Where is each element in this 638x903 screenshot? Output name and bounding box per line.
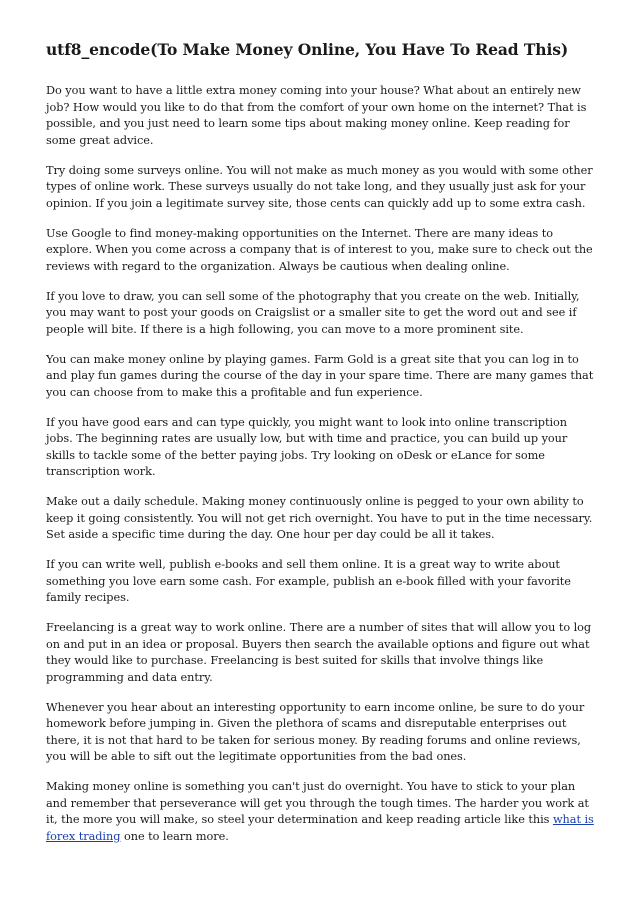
document-title: utf8_encode(To Make Money Online, You Have To Read This) [46,40,569,59]
paragraph-transcription: If you have good ears and can type quickly, you might want to look into online transcription jobs. The beginning rates are usually low, but with time and practice, you can build up your skills to tackle some of the better paying jobs. Try looking on oDesk or eLance for some transcription work. [46,415,568,478]
paragraph-draw: If you love to draw, you can sell some of the photography that you create on the web. Initially, you may want to post your goods on Craigslist or a smaller site to get the word out and see if people will bite. If there is a high following, you can move to a more prominent site. [46,289,580,336]
paragraph-homework: Whenever you hear about an interesting opportunity to earn income online, be sure to do your homework before jumping in. Given the plethora of scams and disreputable enterprises out there, it is not that hard to be taken for serious money. By reading forums and online reviews, you will be able to sift out the legitimate opportunities from the bad ones. [46,700,585,763]
paragraph-schedule: Make out a daily schedule. Making money continuously online is pegged to your own ability to keep it going consistently. You will not get rich overnight. You have to put in the time necessary. Set aside a specific time during the day. One hour per day could be all it takes. [46,495,593,541]
paragraph-games: You can make money online by playing games. Farm Gold is a great site that you can log in to and play fun games during the course of the day in your spare time. There are many games that you can choose from to make this a profitable and fun experience. [46,352,594,399]
paragraph-intro: Do you want to have a little extra money coming into your house? What about an entirely new job? How would you like to do that from the comfort of your own home on the internet? That is possible, and you just need to learn some tips about making money online. Keep reading for some great advice. [46,84,587,147]
document-page [46,40,596,859]
conclusion-text-before: Making money online is something you can't just do overnight. You have to stick to your plan and remember that perseverance will get you through the tough times. The harder you work at it, the more you will make, so steel your determination and keep reading article like this [46,780,589,826]
paragraph-google: Use Google to find money-making opportunities on the Internet. There are many ideas to explore. When you come across a company that is of interest to you, make sure to check out the reviews with regard to the organization. Always be cautious when dealing online. [46,226,593,273]
paragraph-surveys: Try doing some surveys online. You will not make as much money as you would with some other types of online work. These surveys usually do not take long, and they usually just ask for your opinion. If you join a legitimate survey site, those cents can quickly add up to some extra cash. [46,163,593,210]
forex-trading-link[interactable]: what is forex trading [46,813,594,843]
paragraph-ebooks: If you can write well, publish e-books and sell them online. It is a great way to write about something you love earn some cash. For example, publish an e-book filled with your favorite family recipes. [46,558,571,604]
conclusion-text-after: one to learn more. [120,829,229,843]
paragraph-conclusion [46,779,596,845]
paragraph-freelancing: Freelancing is a great way to work online. There are a number of sites that will allow you to log on and put in an idea or proposal. Buyers then search the available options and figure out what they would like to purchase. Freelancing is best suited for skills that involve things like programming and data entry. [46,621,592,684]
